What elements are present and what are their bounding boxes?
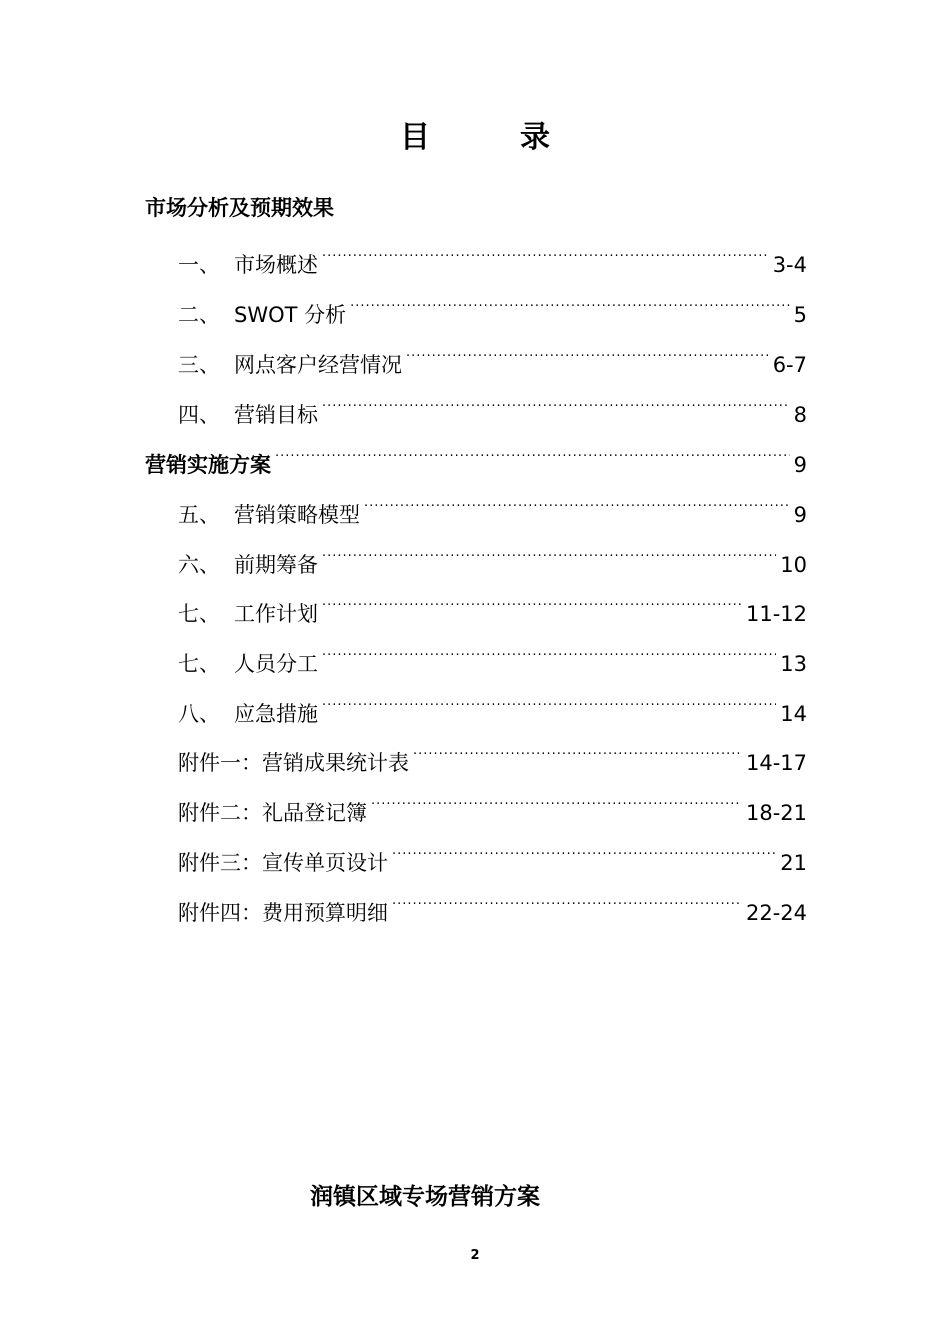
toc-page: 14-17	[745, 751, 807, 775]
toc-page: 9	[793, 503, 807, 527]
dot-leader	[371, 790, 742, 820]
toc-page: 5	[793, 303, 807, 327]
dot-leader	[322, 641, 776, 671]
toc-label: 前期筹备	[234, 553, 318, 577]
toc-label: 网点客户经营情况	[234, 353, 402, 377]
toc-appendix-4[interactable]	[178, 890, 807, 925]
toc-page: 13	[780, 652, 807, 676]
toc-section-market-analysis[interactable]	[145, 193, 334, 223]
toc-item-swot[interactable]	[178, 292, 807, 327]
toc-number: 五、	[178, 503, 220, 527]
toc-label: 市场分析及预期效果	[145, 196, 334, 220]
toc-item-strategy-model[interactable]	[178, 492, 807, 527]
toc-item-outlet-customers[interactable]	[178, 342, 807, 377]
toc-section-implementation[interactable]	[145, 442, 807, 477]
dot-leader	[275, 442, 790, 472]
toc-label: 市场概述	[234, 253, 318, 277]
toc-number: 七、	[178, 602, 220, 626]
toc-item-preparation[interactable]	[178, 542, 807, 577]
toc-label: 营销策略模型	[234, 503, 360, 527]
toc-page: 8	[793, 403, 807, 427]
dot-leader	[413, 740, 742, 770]
dot-leader	[364, 492, 790, 522]
toc-label: 附件三：宣传单页设计	[178, 851, 388, 875]
toc-label: 附件一：营销成果统计表	[178, 751, 409, 775]
toc-page: 18-21	[745, 801, 807, 825]
toc-number: 一、	[178, 253, 220, 277]
toc-number: 三、	[178, 353, 220, 377]
toc-number: 四、	[178, 403, 220, 427]
dot-leader	[350, 292, 789, 322]
document-footer-title: 润镇区域专场营销方案	[310, 1184, 540, 1210]
toc-page: 3-4	[772, 253, 807, 277]
toc-page: 10	[780, 553, 807, 577]
toc-label: 工作计划	[234, 602, 318, 626]
toc-page: 11-12	[745, 602, 807, 626]
toc-item-work-plan[interactable]	[178, 591, 807, 626]
toc-page: 14	[780, 702, 807, 726]
toc-number: 七、	[178, 652, 220, 676]
dot-leader	[322, 542, 776, 572]
toc-number: 八、	[178, 702, 220, 726]
page-number: 2	[470, 1248, 480, 1263]
dot-leader	[322, 392, 790, 422]
toc-number: 六、	[178, 553, 220, 577]
toc-label: 营销实施方案	[145, 453, 271, 477]
toc-label: 应急措施	[234, 702, 318, 726]
toc-label: 附件二：礼品登记簿	[178, 801, 367, 825]
toc-appendix-1[interactable]	[178, 740, 807, 775]
dot-leader	[322, 591, 742, 621]
dot-leader	[392, 840, 776, 870]
toc-title: 目 录	[400, 120, 580, 155]
toc-item-marketing-goals[interactable]	[178, 392, 807, 427]
toc-label: 营销目标	[234, 403, 318, 427]
toc-label: 人员分工	[234, 652, 318, 676]
toc-label: 附件四：费用预算明细	[178, 901, 388, 925]
toc-page: 6-7	[772, 353, 807, 377]
toc-label: SWOT 分析	[234, 303, 347, 327]
dot-leader	[406, 342, 769, 372]
dot-leader	[322, 242, 769, 272]
toc-item-market-overview[interactable]	[178, 242, 807, 277]
toc-page: 22-24	[745, 901, 807, 925]
toc-item-staffing[interactable]	[178, 641, 807, 676]
dot-leader	[392, 890, 742, 920]
toc-page: 9	[793, 453, 807, 477]
dot-leader	[322, 691, 776, 721]
toc-appendix-3[interactable]	[178, 840, 807, 875]
toc-appendix-2[interactable]	[178, 790, 807, 825]
toc-item-emergency[interactable]	[178, 691, 807, 726]
toc-number: 二、	[178, 303, 220, 327]
toc-page: 21	[780, 851, 807, 875]
